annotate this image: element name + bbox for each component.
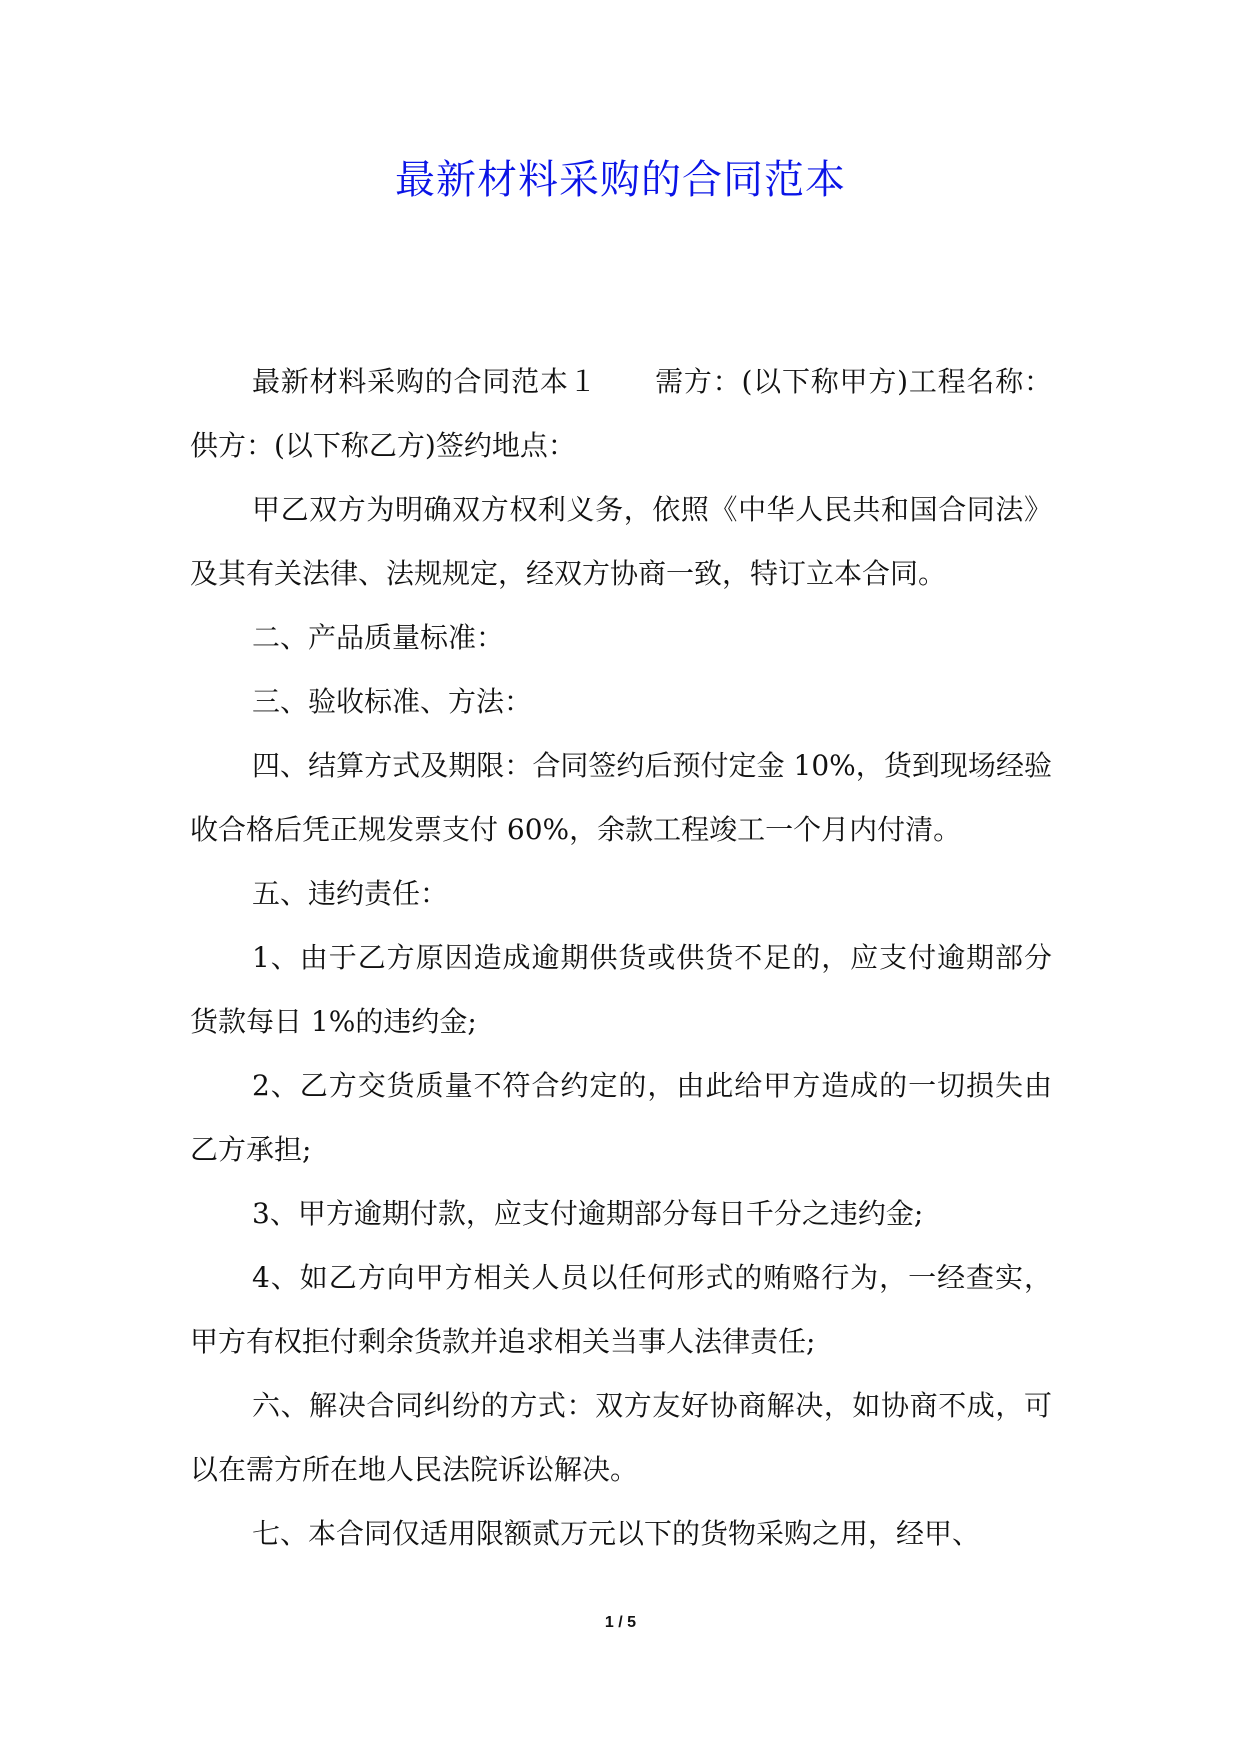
paragraph: 1、由于乙方原因造成逾期供货或供货不足的，应支付逾期部分货款每日 1%的违约金;	[190, 941, 1052, 1038]
paragraph: 七、本合同仅适用限额贰万元以下的货物采购之用，经甲、	[252, 1517, 981, 1550]
paragraph: 二、产品质量标准：	[252, 621, 505, 654]
document-title: 最新材料采购的合同范本	[395, 157, 846, 203]
document-body	[190, 350, 1052, 1566]
page-indicator: 1 / 5	[604, 1614, 637, 1631]
paragraph: 三、验收标准、方法：	[252, 685, 533, 718]
paragraph: 甲乙双方为明确双方权利义务，依照《中华人民共和国合同法》及其有关法律、法规规定，经双方协商一致，特订立本合同。	[190, 493, 1052, 590]
paragraph: 3、甲方逾期付款，应支付逾期部分每日千分之违约金;	[252, 1197, 924, 1230]
paragraph: 最新材料采购的合同范本１ 需方：(以下称甲方)工程名称：供方：(以下称乙方)签约地点：	[190, 365, 1052, 462]
paragraph: 四、结算方式及期限：合同签约后预付定金 10%，货到现场经验收合格后凭正规发票支付 60%，余款工程竣工一个月内付清。	[190, 749, 1052, 846]
paragraph: 4、如乙方向甲方相关人员以任何形式的贿赂行为，一经查实，甲方有权拒付剩余货款并追求相关当事人法律责任;	[190, 1261, 1052, 1358]
paragraph: 2、乙方交货质量不符合约定的，由此给甲方造成的一切损失由乙方承担;	[190, 1069, 1052, 1166]
paragraph: 五、违约责任：	[252, 877, 449, 910]
paragraph: 六、解决合同纠纷的方式：双方友好协商解决，如协商不成，可以在需方所在地人民法院诉讼解决。	[190, 1389, 1052, 1486]
